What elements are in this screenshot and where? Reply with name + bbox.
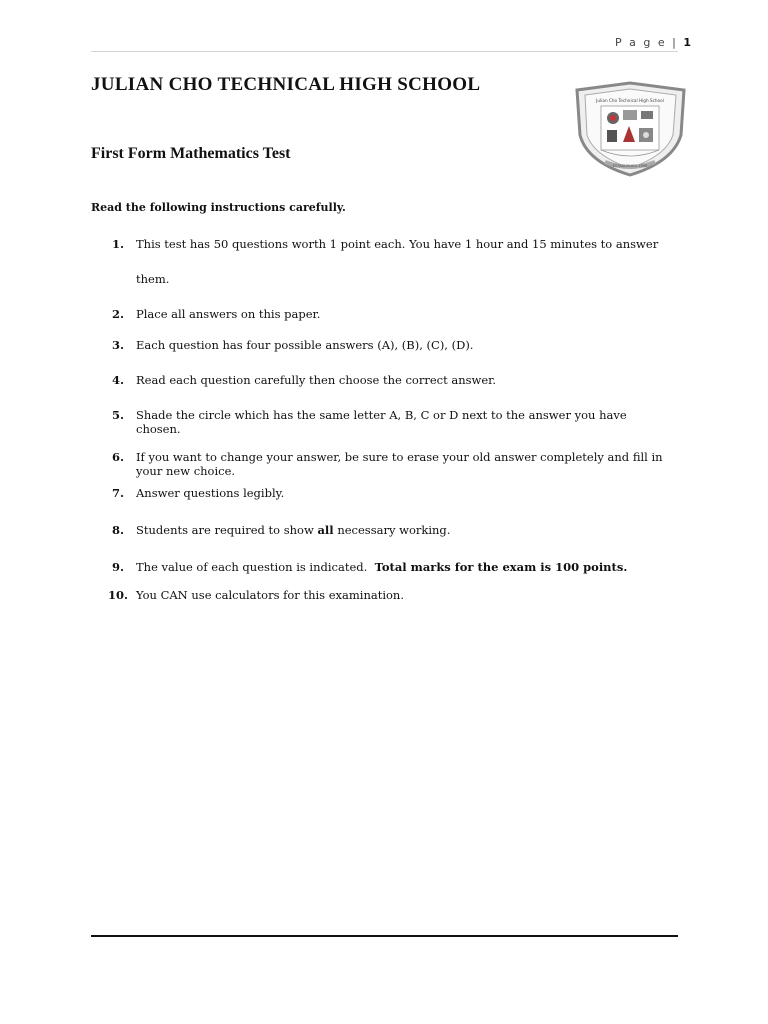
instruction-item: [112, 307, 672, 321]
school-crest-icon: [573, 80, 688, 177]
item-number: 1.: [112, 237, 125, 251]
item-number: 7.: [112, 486, 125, 500]
instruction-item: [112, 373, 672, 387]
item-text-continued: them.: [136, 272, 170, 286]
item-number: 6.: [112, 450, 125, 464]
item-text: [136, 560, 672, 574]
page-number-value: 1: [683, 36, 693, 49]
instructions-heading: Read the following instructions carefully.: [91, 201, 346, 214]
item-text: Answer questions legibly.: [136, 486, 285, 500]
item-number: 5.: [112, 408, 125, 422]
header-divider: [91, 51, 678, 52]
school-name: JULIAN CHO TECHNICAL HIGH SCHOOL: [91, 74, 481, 95]
instruction-item: [112, 408, 672, 436]
instruction-item: [112, 450, 672, 478]
item-number: 9.: [112, 560, 125, 574]
crest-year: ESTABLISHED 1998: [612, 164, 648, 168]
item-text: Place all answers on this paper.: [136, 307, 321, 321]
item-number: 4.: [112, 373, 125, 387]
instruction-item: [112, 338, 672, 352]
item-text: This test has 50 questions worth 1 point each. You have 1 hour and 15 minutes to answer: [136, 237, 659, 251]
item-text-emphasis: all: [317, 523, 334, 537]
item-text-end: necessary working.: [333, 523, 451, 537]
test-title: First Form Mathematics Test: [91, 145, 291, 162]
item-number: 10.: [108, 588, 129, 602]
item-text-start: Students are required to show: [136, 523, 318, 537]
item-number: 3.: [112, 338, 125, 352]
item-text: You CAN use calculators for this examination.: [136, 588, 404, 602]
crest-text: Julian Cho Technical High School: [596, 98, 664, 103]
item-text: [136, 523, 672, 537]
instruction-item: [108, 588, 672, 602]
page-label: P a g e |: [615, 36, 678, 49]
total-marks-note: Total marks for the exam is 100 points.: [374, 560, 628, 574]
item-number: 8.: [112, 523, 125, 537]
item-text: If you want to change your answer, be sure to erase your old answer completely and fill in your new choice.: [136, 450, 663, 478]
instruction-item: [112, 486, 672, 500]
instruction-item: [112, 237, 672, 286]
footer-divider: [91, 935, 678, 937]
item-text-start: The value of each question is indicated.: [136, 560, 375, 574]
instruction-item: [112, 560, 672, 574]
item-text: Read each question carefully then choose the correct answer.: [136, 373, 497, 387]
instruction-item: [112, 523, 672, 537]
item-text: Each question has four possible answers (A), (B), (C), (D).: [136, 338, 474, 352]
page-number: [615, 36, 693, 49]
item-number: 2.: [112, 307, 125, 321]
item-text: Shade the circle which has the same letter A, B, C or D next to the answer you have chosen.: [136, 408, 627, 436]
